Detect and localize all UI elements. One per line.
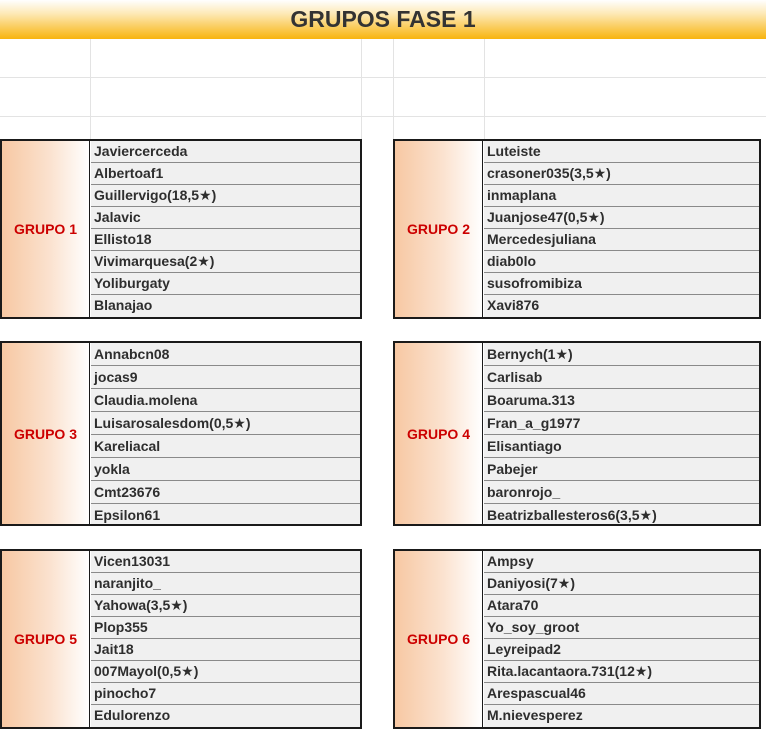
grid-line	[393, 39, 394, 139]
member-cell[interactable]: Epsilon61	[94, 507, 161, 523]
member-cell[interactable]: Beatrizballesteros6(3,5★)	[487, 507, 657, 523]
member-cell[interactable]: Edulorenzo	[94, 707, 171, 723]
member-cell[interactable]: Ampsy	[484, 551, 759, 573]
grid-line	[90, 39, 91, 139]
group-label: GRUPO 2	[395, 141, 483, 317]
member-list	[484, 141, 759, 317]
grid-line	[0, 77, 766, 78]
group-1-table	[0, 139, 362, 319]
member-cell[interactable]: Elisantiago	[484, 435, 759, 458]
member-list	[484, 343, 759, 524]
member-list	[91, 343, 360, 524]
member-cell[interactable]: baronrojo_	[484, 481, 759, 504]
member-cell[interactable]: Guillervigo(18,5★)	[91, 185, 360, 207]
member-cell[interactable]: M.nievesperez	[487, 707, 583, 723]
member-cell[interactable]: Plop355	[91, 617, 360, 639]
member-list	[484, 551, 759, 727]
member-cell[interactable]: Jalavic	[91, 207, 360, 229]
member-cell[interactable]: Yo_soy_groot	[484, 617, 759, 639]
grid-line	[0, 116, 766, 117]
page-title: GRUPOS FASE 1	[0, 0, 766, 39]
member-cell[interactable]: Atara70	[484, 595, 759, 617]
group-4-table	[393, 341, 761, 526]
member-cell[interactable]: diab0lo	[484, 251, 759, 273]
member-cell[interactable]: crasoner035(3,5★)	[484, 163, 759, 185]
member-cell[interactable]: Jait18	[91, 639, 360, 661]
group-3-table	[0, 341, 362, 526]
member-cell[interactable]: Albertoaf1	[91, 163, 360, 185]
member-cell[interactable]: Pabejer	[484, 458, 759, 481]
member-cell[interactable]: Arespascual46	[484, 683, 759, 705]
member-list	[91, 141, 360, 317]
member-cell[interactable]: Javiercerceda	[91, 141, 360, 163]
group-label: GRUPO 6	[395, 551, 483, 727]
grid-line	[361, 39, 362, 139]
member-cell[interactable]: Boaruma.313	[484, 389, 759, 412]
member-cell[interactable]: Rita.lacantaora.731(12★)	[484, 661, 759, 683]
group-5-table	[0, 549, 362, 729]
member-cell[interactable]: Xavi876	[487, 297, 540, 313]
member-cell[interactable]: Carlisab	[484, 366, 759, 389]
member-cell[interactable]: Yahowa(3,5★)	[91, 595, 360, 617]
member-cell[interactable]: Luisarosalesdom(0,5★)	[91, 412, 360, 435]
grid-line	[484, 39, 485, 139]
member-cell[interactable]: Blanajao	[94, 297, 153, 313]
member-cell[interactable]: Daniyosi(7★)	[484, 573, 759, 595]
group-label: GRUPO 5	[2, 551, 90, 727]
member-cell[interactable]: Bernych(1★)	[484, 343, 759, 366]
member-cell[interactable]: Luteiste	[484, 141, 759, 163]
group-label: GRUPO 3	[2, 343, 90, 524]
member-cell[interactable]: yokla	[91, 458, 360, 481]
member-cell[interactable]: 007Mayol(0,5★)	[91, 661, 360, 683]
member-cell[interactable]: inmaplana	[484, 185, 759, 207]
member-list	[91, 551, 360, 727]
group-6-table	[393, 549, 761, 729]
group-2-table	[393, 139, 761, 319]
group-label: GRUPO 4	[395, 343, 483, 524]
member-cell[interactable]: Vivimarquesa(2★)	[91, 251, 360, 273]
member-cell[interactable]: Claudia.molena	[91, 389, 360, 412]
member-cell[interactable]: susofromibiza	[484, 273, 759, 295]
member-cell[interactable]: Annabcn08	[91, 343, 360, 366]
member-cell[interactable]: Leyreipad2	[484, 639, 759, 661]
group-label: GRUPO 1	[2, 141, 90, 317]
member-cell[interactable]: Yoliburgaty	[91, 273, 360, 295]
member-cell[interactable]: naranjito_	[91, 573, 360, 595]
member-cell[interactable]: Cmt23676	[91, 481, 360, 504]
member-cell[interactable]: jocas9	[91, 366, 360, 389]
member-cell[interactable]: Vicen13031	[91, 551, 360, 573]
member-cell[interactable]: pinocho7	[91, 683, 360, 705]
member-cell[interactable]: Mercedesjuliana	[484, 229, 759, 251]
member-cell[interactable]: Kareliacal	[91, 435, 360, 458]
member-cell[interactable]: Juanjose47(0,5★)	[484, 207, 759, 229]
member-cell[interactable]: Fran_a_g1977	[484, 412, 759, 435]
member-cell[interactable]: Ellisto18	[91, 229, 360, 251]
